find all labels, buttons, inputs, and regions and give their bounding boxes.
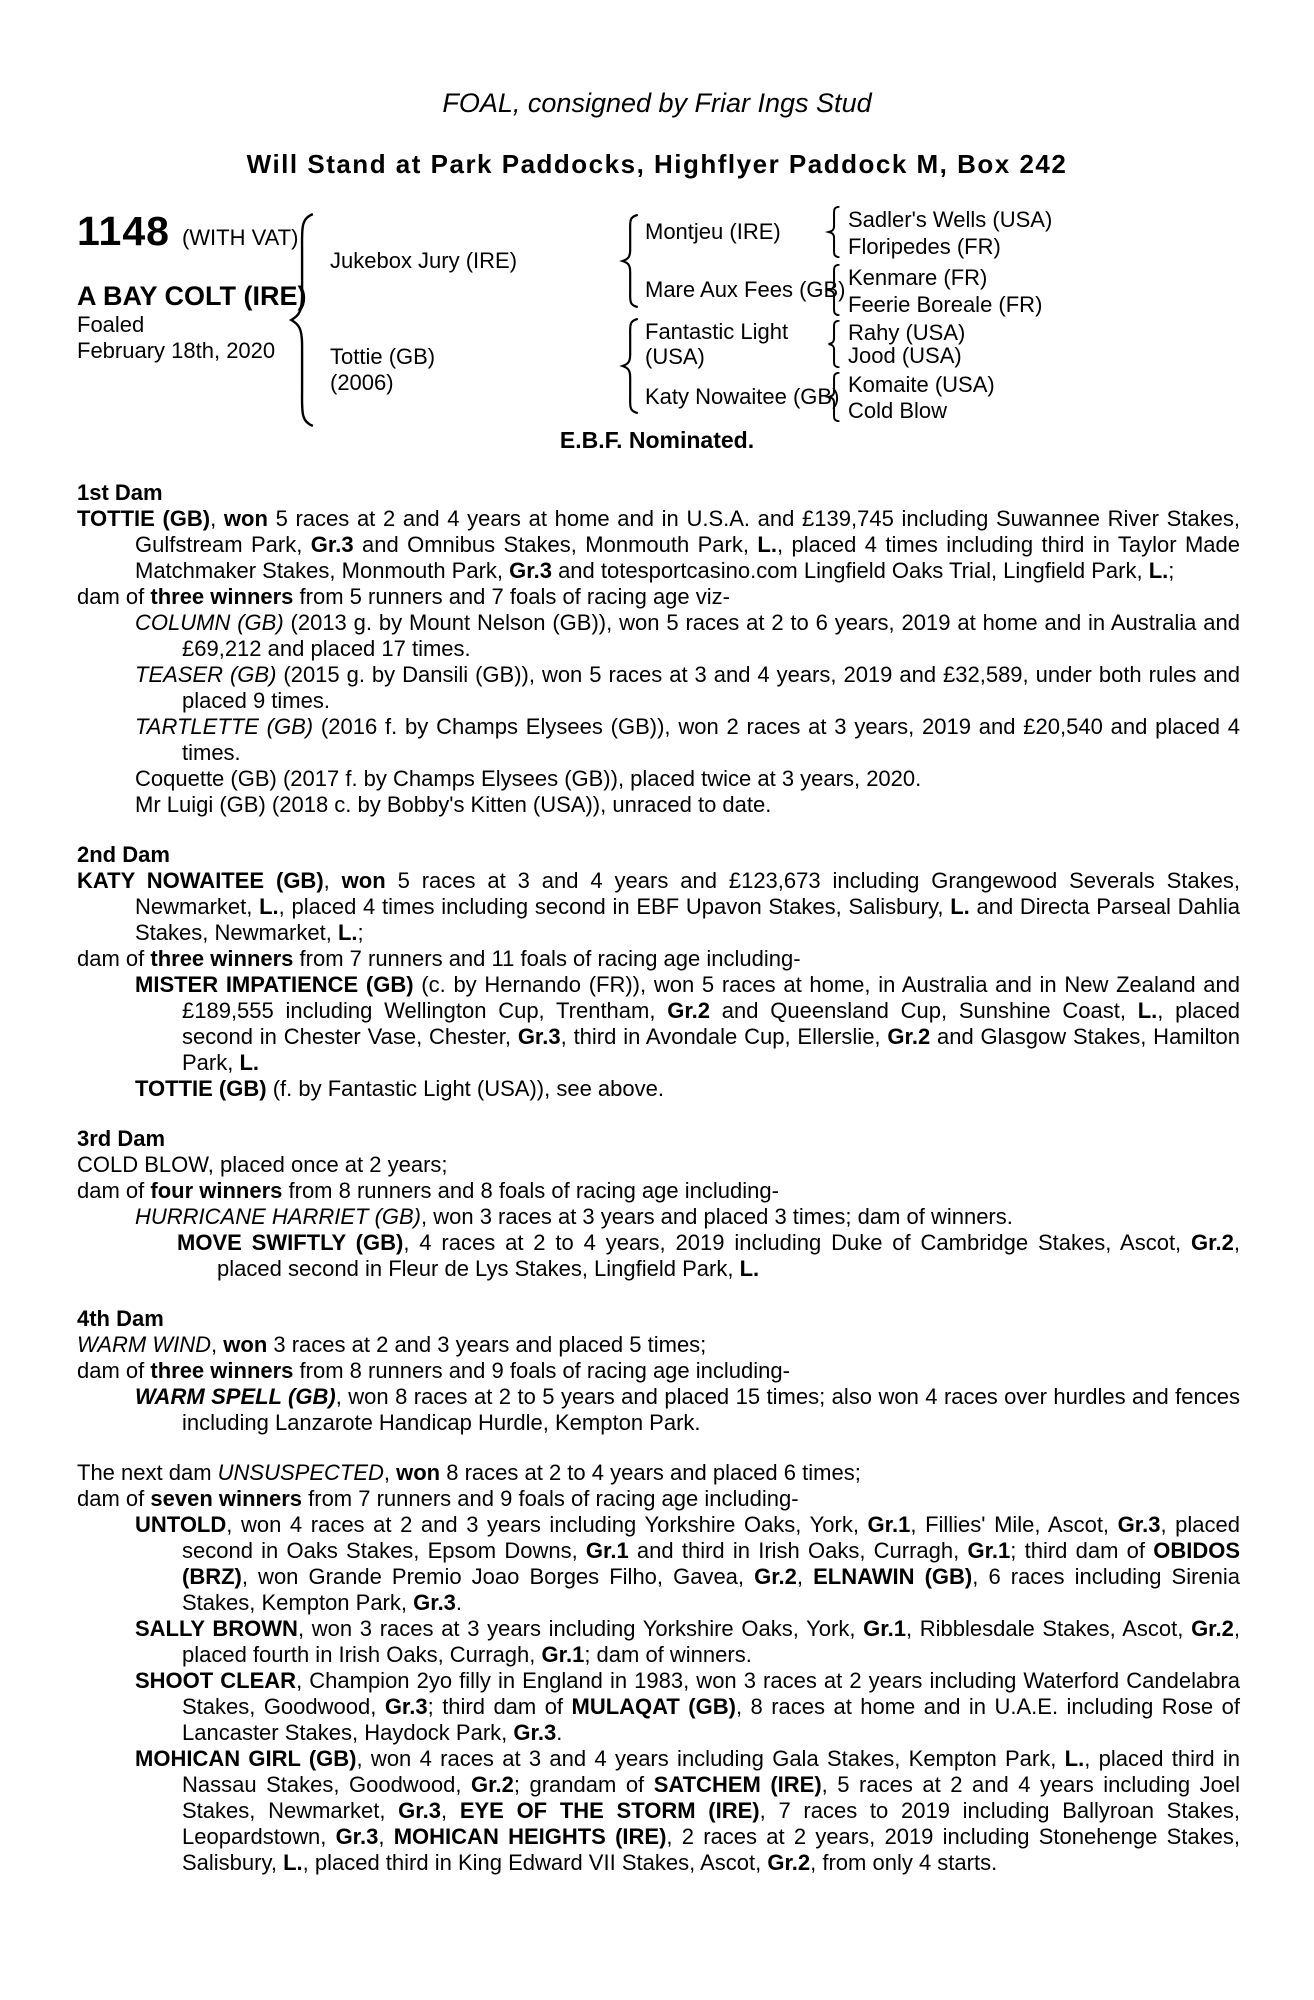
- pedigree-brace-gen3-3: [824, 320, 841, 368]
- text-run: Gr.3: [310, 532, 354, 557]
- pedigree-paragraph: [77, 714, 1240, 766]
- great-granddam-3: Jood (USA): [848, 343, 962, 368]
- text-run: ;: [357, 920, 364, 945]
- text-run: 8 races at 2 to 4 years and placed 6 times;: [440, 1460, 861, 1485]
- pedigree-paragraph: [77, 1512, 1240, 1616]
- text-run: , placed 4 times including third in Taylor Made Matchmaker Stakes, Monmouth Park,: [135, 532, 1241, 583]
- pedigree-details: [77, 480, 1240, 1876]
- text-run: ,: [210, 506, 224, 531]
- great-grandsire-1: Sadler's Wells (USA): [848, 207, 1053, 232]
- text-run: seven winners: [150, 1486, 303, 1511]
- consignor-line: FOAL, consigned by Friar Ings Stud: [442, 88, 872, 118]
- text-run: TOTTIE (GB): [77, 506, 211, 531]
- text-run: four winners: [150, 1178, 283, 1203]
- text-run: .: [556, 1720, 563, 1745]
- pedigree-paragraph: [77, 1460, 1240, 1486]
- text-run: , Fillies' Mile, Ascot,: [910, 1512, 1118, 1537]
- text-run: (c. by Hernando (FR)), won 5 races at home, in Australia and in New Zealand and £189,555 including Wellington Cup, Trentham,: [182, 972, 1241, 1023]
- text-run: TEASER (GB): [135, 662, 277, 687]
- text-run: and totesportcasino.com Lingfield Oaks Trial, Lingfield Park,: [551, 558, 1149, 583]
- text-run: , 4 races at 2 to 4 years, 2019 including Duke of Cambridge Stakes, Ascot,: [403, 1230, 1192, 1255]
- text-run: Gr.3: [384, 1694, 428, 1719]
- dam-section: [77, 1306, 1240, 1436]
- dam-section: [77, 1460, 1240, 1876]
- grandsire-name: Montjeu (IRE): [645, 219, 781, 244]
- text-run: MOHICAN GIRL (GB): [135, 1746, 357, 1771]
- text-run: L.: [337, 920, 358, 945]
- text-run: L.: [739, 1256, 760, 1281]
- text-run: three winners: [150, 584, 294, 609]
- pedigree-paragraph: [77, 1204, 1240, 1230]
- text-run: L.: [239, 1050, 260, 1075]
- text-run: L.: [259, 894, 279, 919]
- text-run: L.: [757, 532, 777, 557]
- text-run: ;: [1168, 558, 1175, 583]
- text-run: Gr.2: [667, 998, 711, 1023]
- text-run: Gr.3: [335, 1824, 379, 1849]
- text-run: COLUMN (GB): [135, 610, 284, 635]
- text-run: Gr.2: [1191, 1230, 1234, 1255]
- text-run: Gr.3: [1117, 1512, 1161, 1537]
- pedigree-paragraph: [77, 1616, 1240, 1668]
- text-run: Gr.1: [585, 1538, 629, 1563]
- pedigree-paragraph: [77, 1230, 1240, 1282]
- text-run: WARM SPELL (GB): [135, 1384, 336, 1409]
- text-run: , won 4 races at 3 and 4 years including Gala Stakes, Kempton Park,: [356, 1746, 1065, 1771]
- text-run: Gr.3: [413, 1590, 456, 1615]
- text-run: (2016 f. by Champs Elysees (GB)), won 2 races at 3 years, 2019 and £20,540 and placed 4 times.: [182, 714, 1241, 765]
- text-run: OBIDOS (BRZ): [182, 1538, 1240, 1589]
- text-run: Gr.3: [509, 558, 552, 583]
- stand-location-line: Will Stand at Park Paddocks, Highflyer Paddock M, Box 242: [246, 149, 1068, 179]
- text-run: won: [341, 868, 386, 893]
- text-run: Gr.2: [471, 1772, 514, 1797]
- granddam-name-dam-side: Katy Nowaitee (GB): [645, 384, 840, 409]
- dam-section-heading: 3rd Dam: [77, 1126, 166, 1151]
- text-run: from 8 runners and 9 foals of racing age including-: [293, 1358, 790, 1383]
- dam-section: [77, 480, 1240, 818]
- pedigree-paragraph: [77, 662, 1240, 714]
- ebf-nominated-line: E.B.F. Nominated.: [559, 427, 755, 453]
- text-run: ,: [211, 1332, 224, 1357]
- text-run: , placed 4 times including second in EBF Upavon Stakes, Salisbury,: [278, 894, 951, 919]
- text-run: dam of: [77, 1358, 151, 1383]
- text-run: ,: [383, 1460, 397, 1485]
- dam-section-heading: 4th Dam: [77, 1306, 164, 1331]
- text-run: Gr.1: [863, 1616, 906, 1641]
- pedigree-paragraph: [77, 792, 1240, 818]
- great-granddam-2: Feerie Boreale (FR): [848, 292, 1043, 317]
- damsire-name: Fantastic Light (USA): [645, 319, 789, 369]
- text-run: Gr.1: [967, 1538, 1011, 1563]
- text-run: , placed second in Fleur de Lys Stakes, Lingfield Park,: [217, 1230, 1240, 1281]
- text-run: WARM WIND: [77, 1332, 212, 1357]
- text-run: L.: [1064, 1746, 1085, 1771]
- text-run: L.: [283, 1850, 303, 1875]
- pedigree-paragraph: [77, 610, 1240, 662]
- text-run: , 5 races at 2 and 4 years including Joel Stakes, Newmarket,: [182, 1772, 1240, 1823]
- text-run: , 2 races at 2 years, 2019 including Stonehenge Stakes, Salisbury,: [182, 1824, 1240, 1875]
- dam-foaling-year: (2006): [330, 370, 394, 395]
- text-run: ,: [440, 1798, 460, 1823]
- text-run: ,: [796, 1564, 814, 1589]
- text-run: SATCHEM (IRE): [653, 1772, 822, 1797]
- text-run: Gr.1: [541, 1642, 585, 1667]
- text-run: three winners: [150, 946, 294, 971]
- pedigree-paragraph: [77, 584, 1240, 610]
- text-run: Gr.2: [887, 1024, 931, 1049]
- text-run: won: [223, 1332, 268, 1357]
- text-run: dam of: [77, 1178, 151, 1203]
- lot-line: [77, 208, 298, 255]
- text-run: , won Grande Premio Joao Borges Filho, Gavea,: [241, 1564, 755, 1589]
- text-run: , 7 races to 2019 including Ballyroan Stakes, Leopardstown,: [182, 1798, 1241, 1849]
- text-run: ; dam of winners.: [584, 1642, 752, 1667]
- text-run: Gr.3: [517, 1024, 561, 1049]
- text-run: , placed second in Chester Vase, Chester,: [182, 998, 1240, 1049]
- great-grandsire-2: Kenmare (FR): [848, 265, 988, 290]
- text-run: 5 races at 3 and 4 years and £123,673 including Grangewood Severals Stakes, Newmarket,: [135, 868, 1240, 919]
- text-run: Gr.3: [513, 1720, 557, 1745]
- pedigree-paragraph: [77, 1486, 1240, 1512]
- text-run: dam of: [77, 946, 151, 971]
- text-run: MULAQAT (GB): [571, 1694, 736, 1719]
- text-run: , won 4 races at 2 and 3 years including Yorkshire Oaks, York,: [226, 1512, 868, 1537]
- text-run: , Ribblesdale Stakes, Ascot,: [905, 1616, 1192, 1641]
- text-run: MISTER IMPATIENCE (GB): [135, 972, 414, 997]
- text-run: Gr.3: [398, 1798, 441, 1823]
- text-run: , placed second in Oaks Stakes, Epsom Downs,: [182, 1512, 1240, 1563]
- text-run: dam of: [77, 584, 151, 609]
- text-run: , won 3 races at 3 years and placed 3 times; dam of winners.: [421, 1204, 1013, 1229]
- text-run: 5 races at 2 and 4 years at home and in U.S.A. and £139,745 including Suwannee River Stakes, Gulfstream Park,: [135, 506, 1240, 557]
- text-run: , from only 4 starts.: [810, 1850, 998, 1875]
- text-run: (2015 g. by Dansili (GB)), won 5 races at 3 and 4 years, 2019 and £32,589, under both rules and placed 9 times.: [182, 662, 1240, 713]
- text-run: ; third dam of: [1010, 1538, 1154, 1563]
- text-run: EYE OF THE STORM (IRE): [459, 1798, 760, 1823]
- text-run: from 8 runners and 8 foals of racing age including-: [282, 1178, 779, 1203]
- pedigree-brace-gen2-sire: [616, 214, 640, 308]
- pedigree-paragraph: [77, 1358, 1240, 1384]
- text-run: The next dam: [77, 1460, 218, 1485]
- text-run: L.: [950, 894, 970, 919]
- text-run: SALLY BROWN: [135, 1616, 298, 1641]
- text-run: Gr.2: [754, 1564, 797, 1589]
- dam-section: [77, 1126, 1240, 1282]
- text-run: , won 8 races at 2 to 5 years and placed 15 times; also won 4 races over hurdles and fences including Lanzarote Handicap Hurdle, Kempton Park.: [182, 1384, 1240, 1435]
- text-run: ELNAWIN (GB): [813, 1564, 973, 1589]
- text-run: KATY NOWAITEE (GB): [77, 868, 324, 893]
- lot-number: 1148: [77, 208, 170, 254]
- text-run: Gr.2: [1191, 1616, 1234, 1641]
- text-run: and Omnibus Stakes, Monmouth Park,: [353, 532, 758, 557]
- text-run: L.: [1137, 998, 1158, 1023]
- text-run: Gr.1: [867, 1512, 911, 1537]
- dam-name: Tottie (GB): [330, 344, 436, 369]
- foaled-date: February 18th, 2020: [77, 338, 276, 363]
- text-run: ; third dam of: [427, 1694, 572, 1719]
- text-run: three winners: [150, 1358, 294, 1383]
- text-run: MOVE SWIFTLY (GB): [177, 1230, 404, 1255]
- text-run: from 5 runners and 7 foals of racing age viz-: [293, 584, 730, 609]
- foaled-label: Foaled: [77, 312, 145, 337]
- great-granddam-1: Floripedes (FR): [848, 234, 1001, 259]
- text-run: Coquette (GB) (2017 f. by Champs Elysees (GB)), placed twice at 3 years, 2020.: [135, 766, 922, 791]
- text-run: , placed third in King Edward VII Stakes, Ascot,: [302, 1850, 768, 1875]
- great-grandsire-4: Komaite (USA): [848, 372, 995, 397]
- pedigree-brace-gen2-dam: [616, 318, 640, 414]
- pedigree-paragraph: [77, 1178, 1240, 1204]
- text-run: and Glasgow Stakes, Hamilton Park,: [182, 1024, 1240, 1075]
- text-run: dam of: [77, 1486, 151, 1511]
- text-run: HURRICANE HARRIET (GB): [135, 1204, 422, 1229]
- text-run: ,: [323, 868, 342, 893]
- pedigree-paragraph: [77, 1332, 1240, 1358]
- pedigree-paragraph: [77, 1384, 1240, 1436]
- pedigree-paragraph: [77, 972, 1240, 1076]
- lot-vat-note: (WITH VAT): [181, 225, 299, 250]
- dam-section-heading: 1st Dam: [77, 480, 163, 505]
- text-run: , won 3 races at 3 years including Yorkshire Oaks, York,: [297, 1616, 864, 1641]
- pedigree-brace-gen1: [282, 212, 316, 428]
- text-run: SHOOT CLEAR: [135, 1668, 297, 1693]
- pedigree-paragraph: [77, 506, 1240, 584]
- great-grandsire-3: Rahy (USA): [848, 320, 966, 345]
- text-run: , Champion 2yo filly in England in 1983, won 3 races at 2 years including Waterford Candelabra Stakes, Goodwood,: [182, 1668, 1240, 1719]
- text-run: TOTTIE (GB): [135, 1076, 267, 1101]
- sire-name: Jukebox Jury (IRE): [330, 248, 518, 273]
- text-run: .: [455, 1590, 463, 1615]
- granddam-name-sire-side: Mare Aux Fees (GB): [645, 277, 846, 302]
- text-run: UNSUSPECTED: [217, 1460, 384, 1485]
- text-run: ; grandam of: [513, 1772, 654, 1797]
- text-run: and Queensland Cup, Sunshine Coast,: [710, 998, 1138, 1023]
- pedigree-paragraph: [77, 1152, 1240, 1178]
- pedigree-paragraph: [77, 1668, 1240, 1746]
- great-granddam-4: Cold Blow: [848, 398, 948, 423]
- text-run: from 7 runners and 9 foals of racing age including-: [302, 1486, 799, 1511]
- text-run: ,: [378, 1824, 394, 1849]
- text-run: L.: [1148, 558, 1169, 583]
- text-run: , third in Avondale Cup, Ellerslie,: [560, 1024, 888, 1049]
- text-run: (2013 g. by Mount Nelson (GB)), won 5 races at 2 to 6 years, 2019 at home and in Australia and £69,212 and placed 17 times.: [182, 610, 1240, 661]
- pedigree-paragraph: [77, 766, 1240, 792]
- dam-section-heading: 2nd Dam: [77, 842, 170, 867]
- text-run: , placed third in Nassau Stakes, Goodwood,: [182, 1746, 1240, 1797]
- text-run: Gr.2: [767, 1850, 811, 1875]
- text-run: , 8 races at home and in U.A.E. including Rose of Lancaster Stakes, Haydock Park,: [182, 1694, 1240, 1745]
- pedigree-paragraph: [77, 1076, 1240, 1102]
- text-run: won: [223, 506, 268, 531]
- text-run: Mr Luigi (GB) (2018 c. by Bobby's Kitten (USA)), unraced to date.: [135, 792, 772, 817]
- pedigree-brace-gen3-1: [824, 206, 841, 258]
- text-run: , placed fourth in Irish Oaks, Curragh,: [182, 1616, 1240, 1667]
- dam-section: [77, 842, 1240, 1102]
- text-run: TARTLETTE (GB): [135, 714, 314, 739]
- text-run: 3 races at 2 and 3 years and placed 5 times;: [267, 1332, 707, 1357]
- text-run: (f. by Fantastic Light (USA)), see above.: [266, 1076, 664, 1101]
- text-run: COLD BLOW, placed once at 2 years;: [77, 1152, 448, 1177]
- text-run: , 6 races including Sirenia Stakes, Kempton Park,: [182, 1564, 1241, 1615]
- text-run: won: [396, 1460, 441, 1485]
- pedigree-paragraph: [77, 1746, 1240, 1876]
- horse-description: A BAY COLT (IRE): [77, 281, 307, 311]
- text-run: and Directa Parseal Dahlia Stakes, Newmarket,: [135, 894, 1240, 945]
- text-run: and third in Irish Oaks, Curragh,: [628, 1538, 968, 1563]
- text-run: MOHICAN HEIGHTS (IRE): [393, 1824, 667, 1849]
- text-run: from 7 runners and 11 foals of racing age including-: [293, 946, 801, 971]
- pedigree-paragraph: [77, 868, 1240, 946]
- pedigree-paragraph: [77, 946, 1240, 972]
- text-run: UNTOLD: [135, 1512, 227, 1537]
